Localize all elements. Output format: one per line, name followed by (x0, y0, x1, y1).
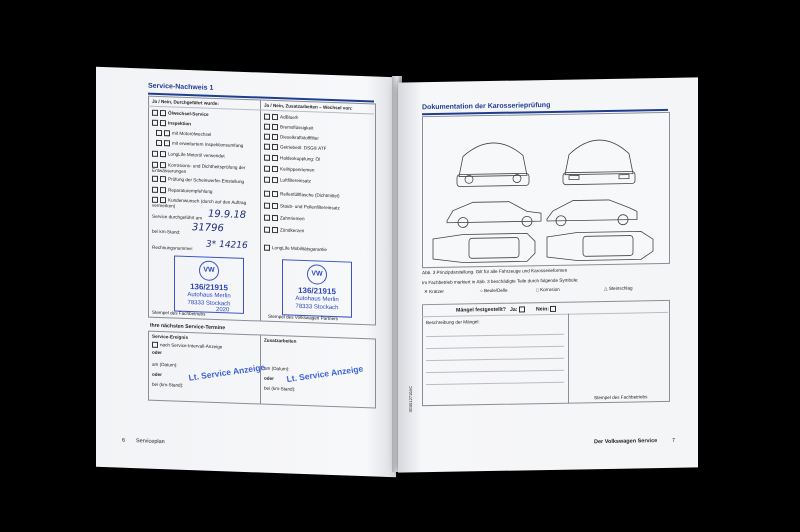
symbol-korrosion: □ Korrosion (536, 286, 560, 293)
rechnung-value: 3* 14216 (206, 239, 248, 252)
defects-ja: Ja: (510, 306, 527, 313)
stamp-line2: 78333 Stockach (295, 303, 339, 311)
am-label: am (Datum): (264, 365, 290, 372)
handwritten-stamp-left: Lt. Service Anzeige (187, 361, 266, 383)
stamp-year: 2020 (216, 306, 230, 314)
left-item: mit Motorölwechsel (156, 130, 211, 138)
service-date-label: Service durchgeführt am (152, 213, 203, 221)
right-item: Zahnriemen (264, 215, 305, 222)
symbol-steinschlag: △ Steinschlag (604, 285, 633, 292)
dealer-stamp-left (174, 255, 244, 313)
right-item: Zündkerzen (264, 227, 304, 234)
am-label: am (Datum): (152, 361, 178, 368)
left-item: mit erweitertem Inspektionsumfang (156, 140, 243, 149)
bei-label: bei (km-Stand): (152, 381, 184, 388)
defects-nein: Nein: (536, 306, 558, 313)
vw-logo-icon: VW (199, 260, 219, 281)
symbol-kratzer: ✕ Kratzer (424, 288, 444, 295)
car-outlines-icon (423, 113, 669, 267)
next-col-right: Zusatzarbeiten (264, 337, 297, 344)
defects-label: Mängel festgestellt? (456, 306, 506, 314)
right-item: Haldexkupplung: Öl (264, 155, 320, 163)
left-page-title: Service-Nachweis 1 (148, 82, 214, 92)
right-item: Getriebeöl: DSG® ATF (264, 144, 326, 152)
right-page-number: 7 (672, 437, 676, 444)
handwritten-stamp-right: Lt. Service Anzeige (285, 363, 364, 385)
service-date-value: 19.9.18 (208, 208, 247, 222)
right-item: AdBlue® (264, 114, 298, 121)
next-col-left: Service-Ereignis (152, 333, 189, 340)
description-label: Beschreibung der Mängel: (426, 319, 480, 326)
side-code: 3G0012710AC (408, 385, 413, 413)
km-label: bei km-Stand: (152, 228, 181, 235)
left-item: Inspektion (152, 120, 191, 127)
left-item: Korrosions- und Dichtheitsprüfung der Entwässerungen (152, 162, 246, 174)
stamp-left-caption: Stempel des Fachbetriebs (152, 309, 206, 317)
oder-label: oder (152, 371, 162, 378)
right-page-title: Dokumentation der Karosserieprüfung (422, 101, 551, 112)
left-page (96, 67, 396, 477)
column-divider (260, 99, 261, 321)
right-item: Reifenfüllflasche (Dichtmittel) (264, 191, 339, 200)
symbol-beule: ○ Beule/Delle (480, 287, 508, 294)
right-page-footer: Der Volkswagen Service (594, 438, 658, 446)
stamp-number: 136/21915 (190, 282, 228, 293)
km-value: 31796 (192, 222, 224, 235)
col-left-header: Ja / Nein, Durchgeführt wurde: (152, 98, 219, 107)
oder-label: oder (264, 375, 274, 381)
figure-caption: Abb. 3 Prinzipdarstellung. Gilt für alle Fahrzeuge und Karosserieformen (422, 267, 568, 276)
left-item: LongLife Motoröl verwendet (152, 151, 225, 160)
right-item: Staub- und Pollenfiltereinsatz (264, 203, 340, 212)
vw-logo-icon: VW (307, 264, 327, 285)
left-page-footer: Serviceplan (136, 438, 165, 446)
left-item: Kundenwunsch (durch auf den Auftrag vermerken) (152, 197, 247, 209)
left-item: Prüfung der Scheinwerfer-Einstellung (152, 176, 244, 185)
right-item: Bremsflüssigkeit (264, 124, 313, 132)
right-item: Dieselkraftstofffilter (264, 134, 319, 142)
next-item: nach Service-Intervall-Anzeige (152, 342, 222, 350)
oder-label: oder (152, 349, 162, 356)
rechnung-label: Rechnungsnummer: (152, 244, 194, 252)
col-right-header: Ja / Nein, Zusatzarbeiten – Wechsel von: (264, 102, 353, 111)
stamp-line1: Autohaus Merlin (295, 295, 339, 304)
right-page (398, 77, 698, 472)
longlife-label: LongLife Mobilitätsgarantie (264, 245, 327, 253)
stamp-number: 136/21915 (298, 285, 336, 297)
left-page-number: 6 (122, 437, 126, 444)
stamp-line1: Autohaus Merlin (187, 291, 231, 300)
left-item: Ölwechsel-Service (152, 110, 209, 118)
car-diagram (422, 112, 670, 268)
bei-label: bei (km-Stand): (264, 385, 296, 392)
dealer-stamp-right (282, 259, 352, 317)
next-service-title: Ihre nächsten Service-Termine (150, 322, 226, 332)
stamp-line2: 78333 Stockach (187, 299, 231, 307)
right-item: Keilrippenriemen (264, 166, 314, 174)
left-item: Reparaturempfehlung (152, 187, 212, 195)
symbol-instruction: Im Fachbetrieb markiert in Abb. 3 beschädigte Teile durch folgende Symbole: (422, 277, 579, 286)
stamp-right-caption: Stempel des Volkswagen Partners (268, 313, 338, 322)
right-stamp-caption: Stempel des Fachbetriebs (594, 394, 648, 401)
right-item: Luftfiltereinsatz (264, 177, 311, 185)
defects-divider (568, 314, 569, 404)
